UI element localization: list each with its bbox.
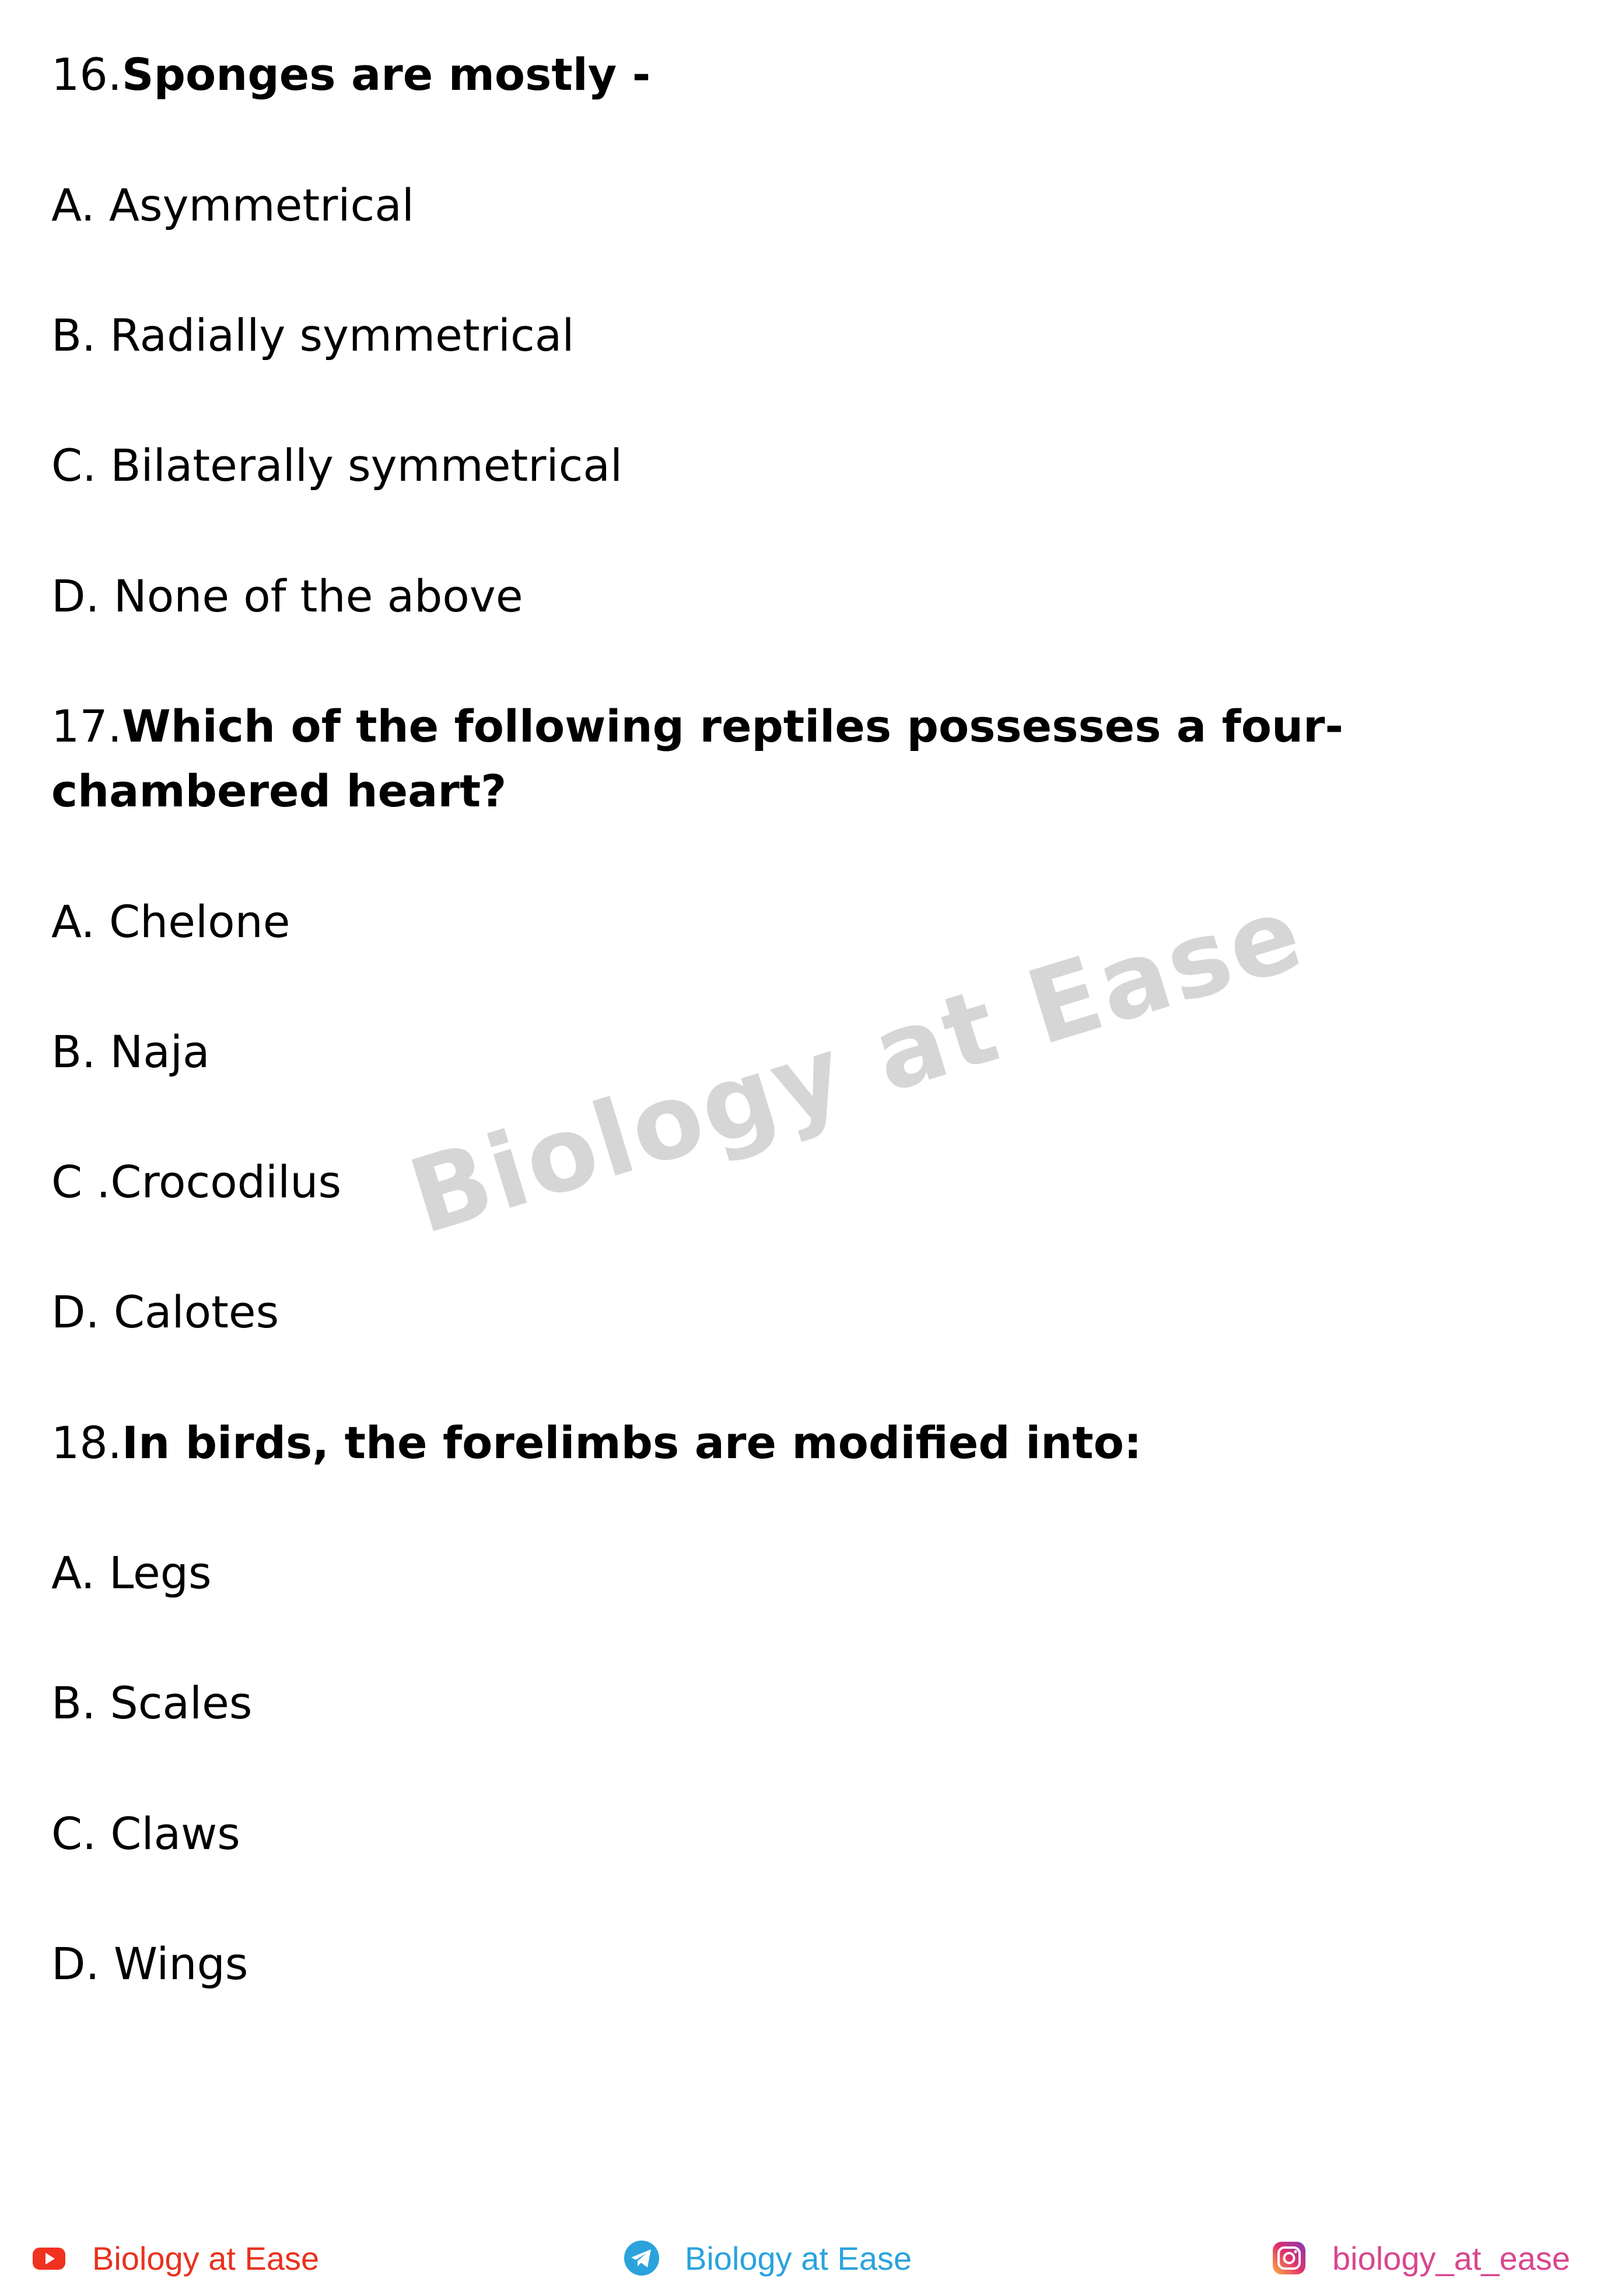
option-16-c: C. Bilaterally symmetrical xyxy=(51,439,623,491)
youtube-icon xyxy=(30,2239,68,2277)
option-17-b: B. Naja xyxy=(51,1026,210,1078)
question-text: In birds, the forelimbs are modified into: xyxy=(121,1417,1142,1469)
question-number: 16. xyxy=(51,48,122,100)
footer-youtube-link[interactable] xyxy=(30,2235,319,2281)
option-18-d: D. Wings xyxy=(51,1938,248,1990)
option-18-c: C. Claws xyxy=(51,1808,240,1860)
telegram-icon xyxy=(623,2239,660,2277)
question-number: 18. xyxy=(51,1417,122,1469)
watermark: Biology at Ease xyxy=(397,872,1317,1257)
question-number: 17. xyxy=(51,700,122,752)
option-16-a: A. Asymmetrical xyxy=(51,179,414,231)
question-text: Sponges are mostly - xyxy=(121,48,651,100)
option-17-a: A. Chelone xyxy=(51,896,290,948)
footer-telegram-label: Biology at Ease xyxy=(685,2239,912,2277)
option-18-a: A. Legs xyxy=(51,1547,212,1599)
option-16-d: D. None of the above xyxy=(51,570,523,622)
footer-instagram-link[interactable] xyxy=(1270,2235,1570,2281)
footer-youtube-label: Biology at Ease xyxy=(92,2239,320,2277)
footer-telegram-link[interactable] xyxy=(623,2235,912,2281)
question-16 xyxy=(51,42,650,107)
option-17-c: C .Crocodilus xyxy=(51,1156,342,1208)
question-text: Which of the following reptiles possesses a four- xyxy=(121,700,1344,752)
instagram-icon xyxy=(1270,2239,1308,2277)
option-17-d: D. Calotes xyxy=(51,1286,279,1338)
footer-instagram-label: biology_at_ease xyxy=(1332,2239,1570,2277)
question-17-line2: chambered heart? xyxy=(51,765,507,817)
question-18 xyxy=(51,1410,1142,1476)
option-18-b: B. Scales xyxy=(51,1677,253,1729)
option-16-b: B. Radially symmetrical xyxy=(51,309,575,361)
question-17 xyxy=(51,694,1343,759)
